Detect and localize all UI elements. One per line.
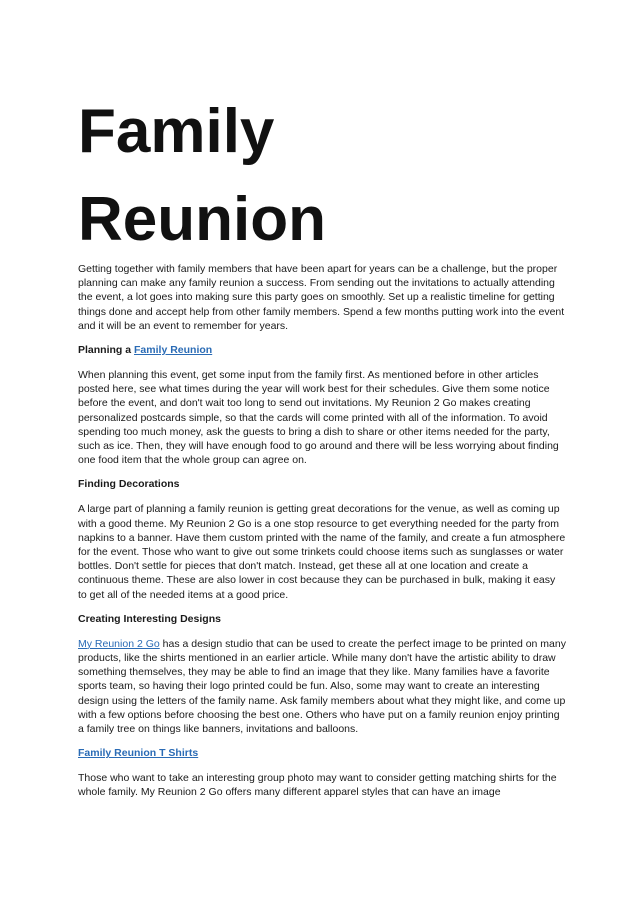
family-reunion-link[interactable]: Family Reunion (134, 344, 213, 357)
planning-paragraph: When planning this event, get some input from the family first. As mentioned before in other articles posted here, see what times during the year will work best for their schedules. Give them some notice before the event, and don't wait too long to send out invitations. My Reunion 2 Go makes creating personalized postcards simple, so that the cards will come printed with all of the information. To avoid spending too much money, ask the guests to bring a dish to share or other items needed for the party, such as ice. Then, they will have enough food to go around and there will be less worrying about finding one food item that the whole group can agree on. (78, 369, 559, 467)
section-heading-tshirts (78, 746, 566, 760)
title-line-1: Family (78, 97, 275, 166)
family-reunion-t-shirts-link[interactable]: Family Reunion T Shirts (78, 747, 199, 760)
decorations-paragraph: A large part of planning a family reunion is getting great decorations for the venue, as well as coming up with a good theme. My Reunion 2 Go is a one stop resource to get everything needed for the party from napkins to a banner. Have them custom printed with the name of the family, and create a fun atmosphere for the event. Those who want to give out some trinkets could choose items such as sunglasses or water bottles. Don't settle for pieces that don't match. Instead, get these all at one location and create a continuous theme. These are also lower in cost because they can be purchased in bulk, making it easy to get all of the needed items at a good price. (78, 503, 566, 601)
my-reunion-2-go-link[interactable]: My Reunion 2 Go (78, 637, 160, 650)
title-line-2: Reunion (78, 185, 326, 254)
section-heading-planning (78, 343, 566, 357)
page-title (78, 88, 566, 264)
document-page (78, 88, 566, 800)
designs-paragraph-text: has a design studio that can be used to create the perfect image to be printed on many products, like the shirts mentioned in an earlier article. While many don't have the artistic ability to draw something themselves, they may be able to find an image that they like. Many families have a favorite sports team, so having their logo printed could be fun. Also, some may want to create an interesting design using the letters of the family name. Ask family members about what they might like, and come up with a few options before choosing the best one. Others who have put on a family reunion enjoy printing a family tree on things like banners, invitations and balloons. (78, 637, 566, 736)
designs-paragraph (78, 637, 566, 736)
tshirts-paragraph: Those who want to take an interesting group photo may want to consider getting matching shirts for the whole family. My Reunion 2 Go offers many different apparel styles that can have an image (78, 772, 557, 799)
heading-prefix: Planning a (78, 344, 135, 357)
intro-paragraph: Getting together with family members that have been apart for years can be a challenge, but the proper planning can make any family reunion a success. From sending out the invitations to actually attending the event, a lot goes into making sure this party goes on smoothly. Set up a realistic timeline for getting things done and accept help from other family members. Spend a few months putting work into the event and it will be an event to remember for years. (78, 263, 565, 332)
section-heading-designs: Creating Interesting Designs (78, 612, 221, 625)
section-heading-decorations: Finding Decorations (78, 478, 180, 491)
